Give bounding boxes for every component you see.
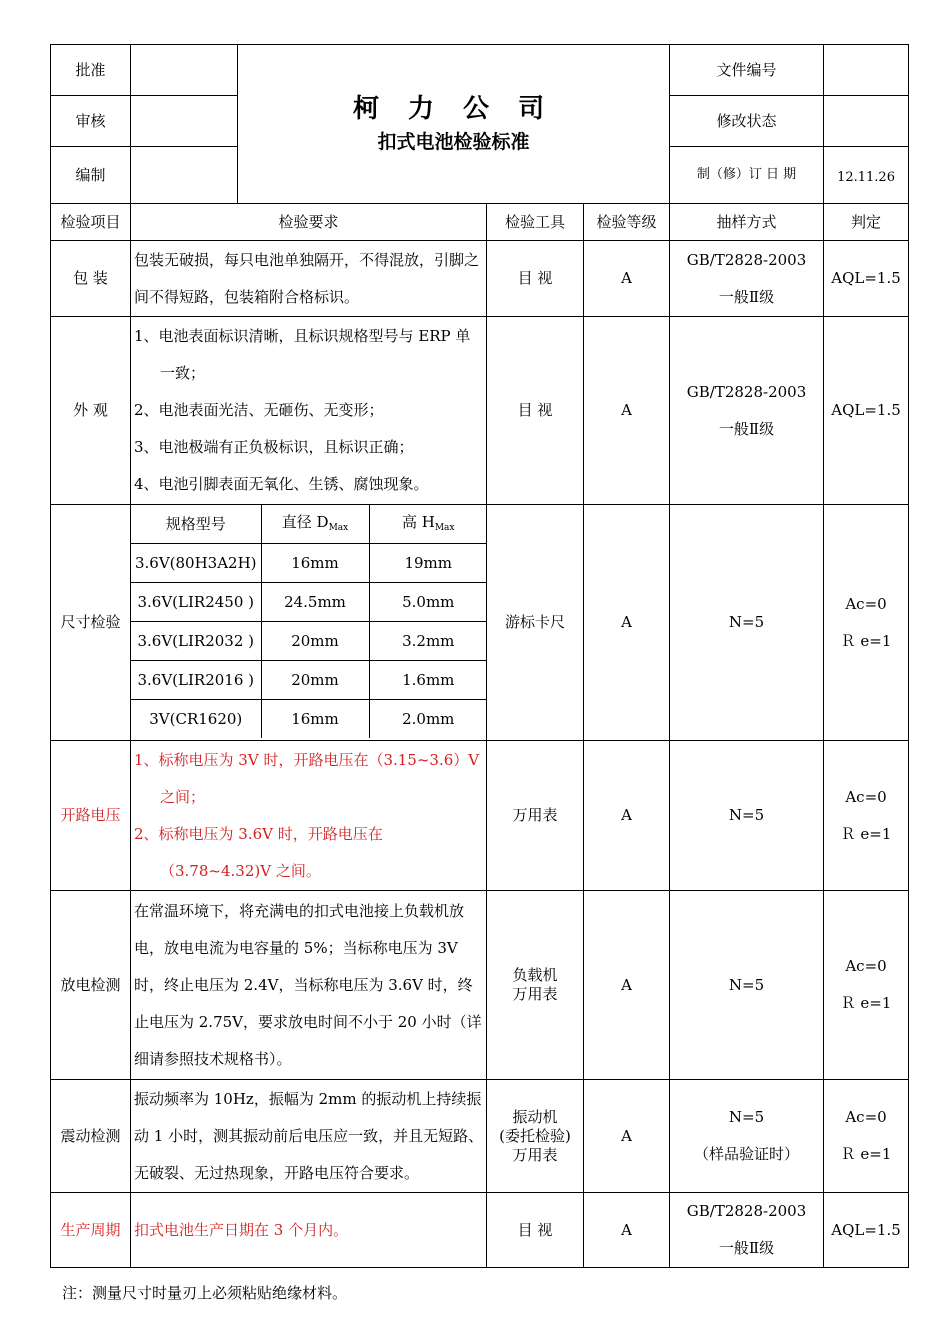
table-row <box>51 1080 909 1193</box>
tool-line: 万用表 <box>512 1145 558 1164</box>
approve-label: 批准 <box>51 45 131 96</box>
item-vibration: 震动检测 <box>51 1080 131 1193</box>
sampling-count: N=5 <box>728 1108 765 1126</box>
level-dimension: A <box>584 505 670 741</box>
req-line: 4、电池引脚表面无氧化、生锈、腐蚀现象。 <box>134 475 429 493</box>
judge-re: Ｒ e=1 <box>840 994 892 1012</box>
judge-packaging: AQL=1.5 <box>824 241 909 317</box>
spec-model: 3.6V(80H3A2H) <box>131 544 261 583</box>
spec-diameter: 16mm <box>261 544 369 583</box>
req-ocv <box>131 741 487 891</box>
judge-ac: Ac=0 <box>845 957 887 975</box>
tool-line: 万用表 <box>512 985 558 1003</box>
sampling-appearance <box>670 317 824 505</box>
height-head-text: 高 H <box>401 513 435 532</box>
judge-re: Ｒ e=1 <box>840 631 892 650</box>
revision-value <box>824 96 909 147</box>
req-line: 1、电池表面标识清晰，且标识规格型号与 ERP 单一致； <box>134 327 471 382</box>
sampling-period <box>670 1193 824 1268</box>
tool-dimension: 游标卡尺 <box>487 505 584 741</box>
level-packaging: A <box>584 241 670 317</box>
col-judge: 判定 <box>824 204 909 241</box>
req-line: 2、标称电压为 3.6V 时，开路电压在（3.78~4.32)V 之间。 <box>134 824 383 880</box>
inspection-standard-document <box>50 44 908 1268</box>
judge-re: Ｒ e=1 <box>840 824 892 843</box>
item-dimension: 尺寸检验 <box>51 505 131 741</box>
footnote: 注：测量尺寸时量刃上必须粘贴绝缘材料。 <box>62 1284 348 1302</box>
table-row <box>51 317 909 505</box>
tool-packaging: 目 视 <box>487 241 584 317</box>
sampling-standard: GB/T2828-2003 <box>686 250 807 269</box>
item-appearance: 外 观 <box>51 317 131 505</box>
compile-value <box>131 147 238 204</box>
sampling-ocv: N=5 <box>670 741 824 891</box>
item-ocv: 开路电压 <box>51 741 131 891</box>
sampling-standard: GB/T2828-2003 <box>686 382 807 401</box>
height-head <box>369 505 487 544</box>
col-tool: 检验工具 <box>487 204 584 241</box>
document-title: 扣式电池检验标准 <box>377 131 530 154</box>
item-period: 生产周期 <box>51 1193 131 1268</box>
tool-appearance: 目 视 <box>487 317 584 505</box>
judge-ac: Ac=0 <box>845 787 887 806</box>
tool-line: 振动机 <box>512 1107 558 1126</box>
sampling-note: （样品验证时） <box>694 1145 800 1163</box>
spec-height: 19mm <box>369 544 487 583</box>
req-discharge: 在常温环境下，将充满电的扣式电池接上负载机放电，放电电流为电容量的 5%；当标称电压为 3V 时，终止电压为 2.4V，当标称电压为 3.6V 时，终止电压为 2.75V，要求放电时间不小于 20 小时（详细请参照技术规格书）。 <box>131 891 487 1080</box>
review-label: 审核 <box>51 96 131 147</box>
judge-dimension <box>824 505 909 741</box>
tool-line: (委托检验) <box>499 1126 571 1145</box>
spec-height: 5.0mm <box>369 583 487 622</box>
tool-ocv: 万用表 <box>487 741 584 891</box>
table-row <box>51 1193 909 1268</box>
tool-period: 目 视 <box>487 1193 584 1268</box>
level-period: A <box>584 1193 670 1268</box>
judge-appearance: AQL=1.5 <box>824 317 909 505</box>
req-line: 2、电池表面光洁、无砸伤、无变形； <box>134 401 384 419</box>
date-label: 制（修）订 日 期 <box>670 147 824 204</box>
spec-model: 3.6V(LIR2016 ) <box>131 661 261 700</box>
spec-height: 1.6mm <box>369 661 487 700</box>
sampling-level: 一般Ⅱ级 <box>718 287 775 306</box>
level-ocv: A <box>584 741 670 891</box>
table-row <box>51 241 909 317</box>
sampling-packaging <box>670 241 824 317</box>
date-value: 12.11.26 <box>824 147 909 204</box>
col-sampling: 抽样方式 <box>670 204 824 241</box>
sampling-vibration <box>670 1080 824 1193</box>
dia-head <box>261 505 369 544</box>
file-no-label: 文件编号 <box>670 45 824 96</box>
spec-model: 3V(CR1620) <box>131 700 261 739</box>
judge-discharge <box>824 891 909 1080</box>
sampling-dimension: N=5 <box>670 505 824 741</box>
req-period: 扣式电池生产日期在 3 个月内。 <box>131 1193 487 1268</box>
spec-height: 2.0mm <box>402 709 455 728</box>
dia-head-text: 直径 D <box>281 513 329 532</box>
compile-label: 编制 <box>51 147 131 204</box>
item-packaging: 包 装 <box>51 241 131 317</box>
spec-height: 3.2mm <box>369 622 487 661</box>
req-appearance <box>131 317 487 505</box>
inspection-table <box>50 44 909 1268</box>
tool-discharge <box>487 891 584 1080</box>
revision-label: 修改状态 <box>670 96 824 147</box>
col-requirement: 检验要求 <box>131 204 487 241</box>
col-item: 检验项目 <box>51 204 131 241</box>
spec-model: 3.6V(LIR2450 ) <box>131 583 261 622</box>
title-block <box>238 45 670 204</box>
tool-line: 负载机 <box>512 966 558 984</box>
req-line: 3、电池极端有正负极标识，且标识正确； <box>134 438 414 456</box>
item-discharge: 放电检测 <box>51 891 131 1080</box>
level-vibration: A <box>584 1080 670 1193</box>
spec-diameter: 24.5mm <box>261 583 369 622</box>
dia-head-sub: Max <box>328 523 349 534</box>
spec-diameter: 16mm <box>261 700 369 739</box>
dimension-spec-cell <box>131 505 487 741</box>
level-appearance: A <box>584 317 670 505</box>
dimension-spec-table <box>131 505 487 738</box>
sampling-level: 一般Ⅱ级 <box>718 1239 775 1257</box>
table-row <box>51 891 909 1080</box>
judge-period: AQL=1.5 <box>824 1193 909 1268</box>
table-row <box>51 505 909 741</box>
review-value <box>131 96 238 147</box>
height-head-sub: Max <box>434 523 455 534</box>
file-no-value <box>824 45 909 96</box>
spec-diameter: 20mm <box>261 661 369 700</box>
approve-value <box>131 45 238 96</box>
judge-ocv <box>824 741 909 891</box>
judge-ac: Ac=0 <box>845 1108 887 1126</box>
sampling-standard: GB/T2828-2003 <box>686 1202 807 1220</box>
judge-vibration <box>824 1080 909 1193</box>
req-packaging: 包装无破损，每只电池单独隔开，不得混放，引脚之间不得短路，包装箱附合格标识。 <box>131 241 487 317</box>
table-row <box>51 741 909 891</box>
judge-re: Ｒ e=1 <box>840 1145 892 1163</box>
judge-ac: Ac=0 <box>845 594 887 613</box>
col-level: 检验等级 <box>584 204 670 241</box>
spec-diameter: 20mm <box>261 622 369 661</box>
spec-model: 3.6V(LIR2032 ) <box>131 622 261 661</box>
sampling-level: 一般Ⅱ级 <box>718 419 775 438</box>
req-vibration: 振动频率为 10Hz，振幅为 2mm 的振动机上持续振动 1 小时，测其振动前后电压应一致，并且无短路、无破裂、无过热现象，开路电压符合要求。 <box>131 1080 487 1193</box>
spec-head: 规格型号 <box>131 505 261 544</box>
req-line: 1、标称电压为 3V 时，开路电压在（3.15~3.6）V 之间； <box>134 750 480 806</box>
sampling-discharge: N=5 <box>670 891 824 1080</box>
tool-vibration <box>487 1080 584 1193</box>
level-discharge: A <box>584 891 670 1080</box>
company-name: 柯 力 公 司 <box>352 93 555 124</box>
